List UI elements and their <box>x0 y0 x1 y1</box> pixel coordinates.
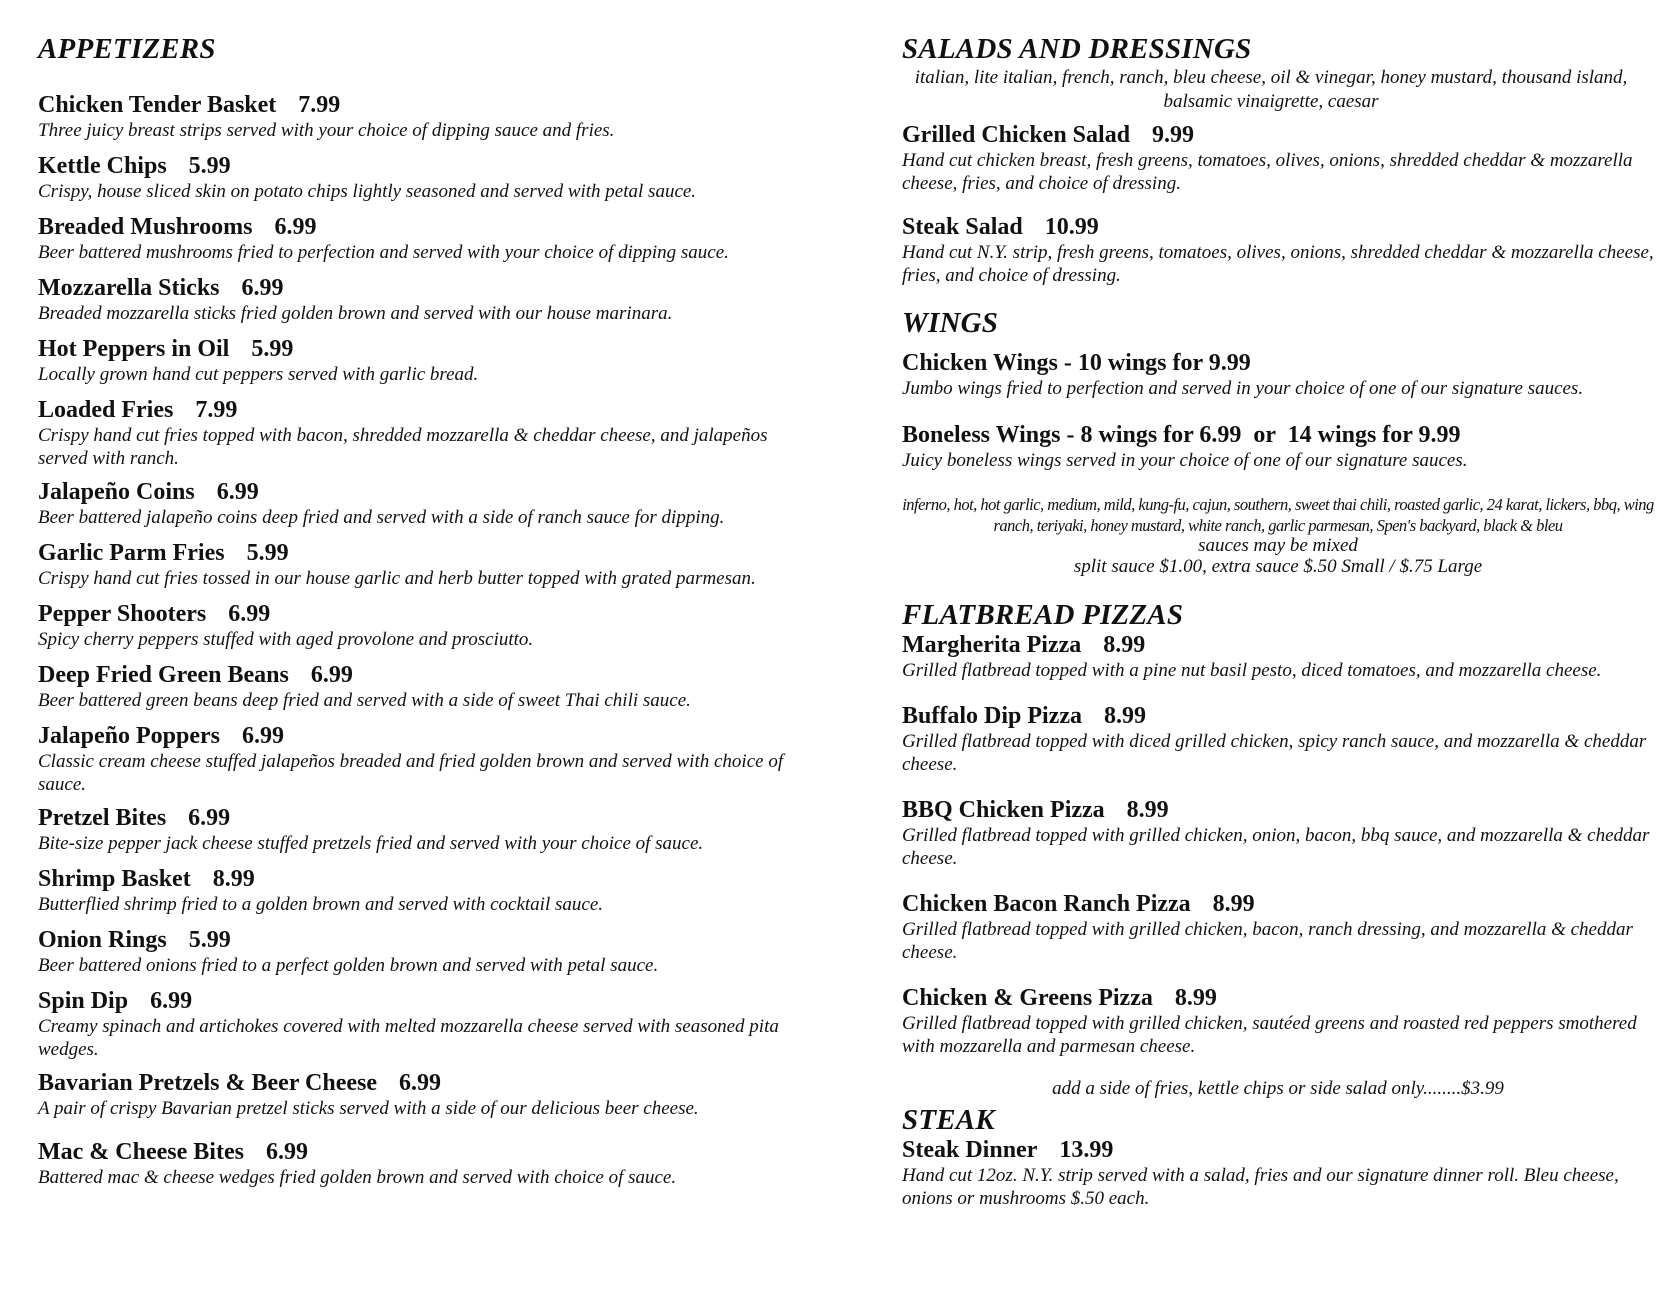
item-price: 7.99 <box>195 397 238 423</box>
item-description: Juicy boneless wings served in your choice of one of our signature sauces. <box>902 450 1468 471</box>
right-column <box>902 0 1654 1210</box>
menu-item <box>38 805 808 866</box>
item-name: Margherita Pizza <box>902 632 1082 658</box>
item-price: 6.99 <box>242 723 285 749</box>
item-price: 6.99 <box>310 662 353 688</box>
item-price: 5.99 <box>246 540 289 566</box>
item-description: Hand cut N.Y. strip, fresh greens, tomatoes, olives, onions, shredded cheddar & mozzarella cheese, fries, and choice of dressing. <box>902 242 1654 286</box>
menu-item <box>902 703 1654 776</box>
item-price: 5.99 <box>251 336 294 362</box>
menu-item <box>38 1070 808 1139</box>
item-description: Grilled flatbread topped with grilled chicken, bacon, ranch dressing, and mozzarella & cheddar cheese. <box>902 919 1633 963</box>
menu-item <box>38 601 808 662</box>
item-price: 8.99 <box>212 866 255 892</box>
menu-item <box>902 122 1654 195</box>
item-name: Bavarian Pretzels & Beer Cheese <box>38 1070 378 1096</box>
item-description: Grilled flatbread topped with grilled chicken, sautéed greens and roasted red peppers smothered with mozzarella and parmesan cheese. <box>902 1013 1637 1057</box>
menu-item <box>38 988 808 1070</box>
item-name: Jalapeño Coins <box>38 479 195 505</box>
item-description: Grilled flatbread topped with a pine nut basil pesto, diced tomatoes, and mozzarella cheese. <box>902 660 1602 681</box>
menu-item <box>38 540 808 601</box>
item-name: Jalapeño Poppers <box>38 723 221 749</box>
item-name: Buffalo Dip Pizza <box>902 703 1082 729</box>
item-price: 8.99 <box>1126 797 1169 823</box>
item-name: Steak Dinner <box>902 1137 1038 1163</box>
item-name: Hot Peppers in Oil <box>38 336 230 362</box>
menu-item <box>38 214 808 275</box>
item-price: 6.99 <box>399 1070 442 1096</box>
item-name: Shrimp Basket <box>38 866 191 892</box>
menu-item <box>38 866 808 927</box>
item-name: Spin Dip <box>38 988 129 1014</box>
menu-item <box>38 153 808 214</box>
item-name: Kettle Chips <box>38 153 167 179</box>
item-description: Three juicy breast strips served with your choice of dipping sauce and fries. <box>38 120 615 141</box>
menu-item <box>38 397 808 479</box>
item-name: Chicken & Greens Pizza <box>902 985 1153 1011</box>
item-name: Loaded Fries <box>38 397 174 423</box>
item-name: Mac & Cheese Bites <box>38 1139 244 1165</box>
item-name: Pretzel Bites <box>38 805 167 831</box>
item-name: Onion Rings <box>38 927 167 953</box>
item-description: Crispy, house sliced skin on potato chips lightly seasoned and served with petal sauce. <box>38 181 697 202</box>
menu-item <box>38 336 808 397</box>
menu-item <box>38 723 808 805</box>
appetizers-title: APPETIZERS <box>38 33 216 65</box>
item-description: Jumbo wings fried to perfection and served in your choice of one of our signature sauces. <box>902 378 1584 399</box>
menu-item <box>902 214 1654 287</box>
item-description: Beer battered mushrooms fried to perfection and served with your choice of dipping sauce. <box>38 242 729 263</box>
split-sauce-note: split sauce $1.00, extra sauce $.50 Small / $.75 Large <box>1073 556 1483 577</box>
item-price: 8.99 <box>1103 632 1146 658</box>
item-name: Mozzarella Sticks <box>38 275 220 301</box>
item-description: Hand cut chicken breast, fresh greens, tomatoes, olives, onions, shredded cheddar & mozzarella cheese, fries, and choice of dressing. <box>902 150 1633 194</box>
item-price: 7.99 <box>298 92 341 118</box>
appetizers-column <box>38 0 808 1200</box>
item-name: Chicken Wings - 10 wings for 9.99 <box>902 350 1251 376</box>
item-description: Beer battered onions fried to a perfect golden brown and served with petal sauce. <box>38 955 659 976</box>
menu-item <box>902 891 1654 964</box>
item-description: Bite-size pepper jack cheese stuffed pretzels fried and served with your choice of sauce. <box>38 833 704 854</box>
menu-item <box>38 479 808 540</box>
wings-title: WINGS <box>902 307 999 339</box>
item-name: Pepper Shooters <box>38 601 207 627</box>
item-price: 6.99 <box>228 601 271 627</box>
item-name: Chicken Bacon Ranch Pizza <box>902 891 1191 917</box>
item-name: Steak Salad <box>902 214 1023 240</box>
item-description: Beer battered green beans deep fried and served with a side of sweet Thai chili sauce. <box>38 690 691 711</box>
item-description: Crispy hand cut fries topped with bacon, shredded mozzarella & cheddar cheese, and jalapeños served with ranch. <box>38 425 768 469</box>
item-description: Grilled flatbread topped with diced grilled chicken, spicy ranch sauce, and mozzarella & cheddar cheese. <box>902 731 1647 775</box>
item-price: 5.99 <box>188 927 231 953</box>
item-description: Classic cream cheese stuffed jalapeños breaded and fried golden brown and served with choice of sauce. <box>38 751 784 795</box>
menu-item <box>902 1137 1654 1210</box>
item-name: Breaded Mushrooms <box>38 214 253 240</box>
sauces-list: inferno, hot, hot garlic, medium, mild, kung-fu, cajun, southern, sweet thai chili, roasted garlic, 24 karat, lickers, bbq, wing ranch, teriyaki, honey mustard, white ranch, garlic parmesan, Spen's backyard, black & bleu <box>902 495 1654 535</box>
item-description: Crispy hand cut fries tossed in our house garlic and herb butter topped with grated parmesan. <box>38 568 756 589</box>
item-description: Grilled flatbread topped with grilled chicken, onion, bacon, bbq sauce, and mozzarella & cheddar cheese. <box>902 825 1650 869</box>
item-price: 6.99 <box>274 214 317 240</box>
sauces-note: sauces may be mixed <box>1198 535 1358 556</box>
item-name: BBQ Chicken Pizza <box>902 797 1105 823</box>
menu-item <box>38 92 808 153</box>
item-price: 6.99 <box>265 1139 308 1165</box>
item-price: 6.99 <box>150 988 193 1014</box>
menu-item <box>38 927 808 988</box>
item-price: 6.99 <box>241 275 284 301</box>
item-description: Breaded mozzarella sticks fried golden brown and served with our house marinara. <box>38 303 673 324</box>
item-name: Grilled Chicken Salad <box>902 122 1131 148</box>
item-description: Beer battered jalapeño coins deep fried and served with a side of ranch sauce for dipping. <box>38 507 725 528</box>
item-name: Garlic Parm Fries <box>38 540 225 566</box>
item-description: Creamy spinach and artichokes covered with melted mozzarella cheese served with seasoned pita wedges. <box>38 1016 779 1060</box>
menu-item <box>38 1139 808 1200</box>
item-description: Butterflied shrimp fried to a golden brown and served with cocktail sauce. <box>38 894 603 915</box>
dressings-list: italian, lite italian, french, ranch, bleu cheese, oil & vinegar, honey mustard, thousand island, balsamic vinaigrette, caesar <box>914 67 1628 112</box>
add-side-note: add a side of fries, kettle chips or side salad only........$3.99 <box>1052 1078 1504 1099</box>
item-description: Locally grown hand cut peppers served with garlic bread. <box>38 364 479 385</box>
item-price: 6.99 <box>188 805 231 831</box>
menu-item <box>902 797 1654 870</box>
menu-item <box>902 350 1654 400</box>
item-description: A pair of crispy Bavarian pretzel sticks served with a side of our delicious beer cheese. <box>38 1098 699 1119</box>
item-description: Battered mac & cheese wedges fried golden brown and served with choice of sauce. <box>38 1167 677 1188</box>
item-price: 8.99 <box>1174 985 1217 1011</box>
menu-item <box>38 275 808 336</box>
salads-title: SALADS AND DRESSINGS <box>902 33 1252 65</box>
menu-item <box>38 662 808 723</box>
item-description: Spicy cherry peppers stuffed with aged provolone and prosciutto. <box>38 629 534 650</box>
item-price: 6.99 <box>216 479 259 505</box>
item-name: Boneless Wings - 8 wings for 6.99 or 14 wings for 9.99 <box>902 422 1461 448</box>
item-price: 9.99 <box>1152 122 1195 148</box>
menu-item <box>902 985 1654 1058</box>
item-name: Deep Fried Green Beans <box>38 662 289 688</box>
item-price: 8.99 <box>1212 891 1255 917</box>
item-name: Chicken Tender Basket <box>38 92 277 118</box>
item-description: Hand cut 12oz. N.Y. strip served with a salad, fries and our signature dinner roll. Bleu cheese, onions or mushrooms $.50 each. <box>902 1165 1619 1209</box>
menu-item <box>902 632 1654 682</box>
steak-title: STEAK <box>902 1104 995 1136</box>
item-price: 10.99 <box>1044 214 1099 240</box>
flatbread-title: FLATBREAD PIZZAS <box>902 599 1184 631</box>
menu-item <box>902 422 1654 472</box>
item-price: 13.99 <box>1059 1137 1114 1163</box>
item-price: 5.99 <box>188 153 231 179</box>
item-price: 8.99 <box>1104 703 1146 729</box>
